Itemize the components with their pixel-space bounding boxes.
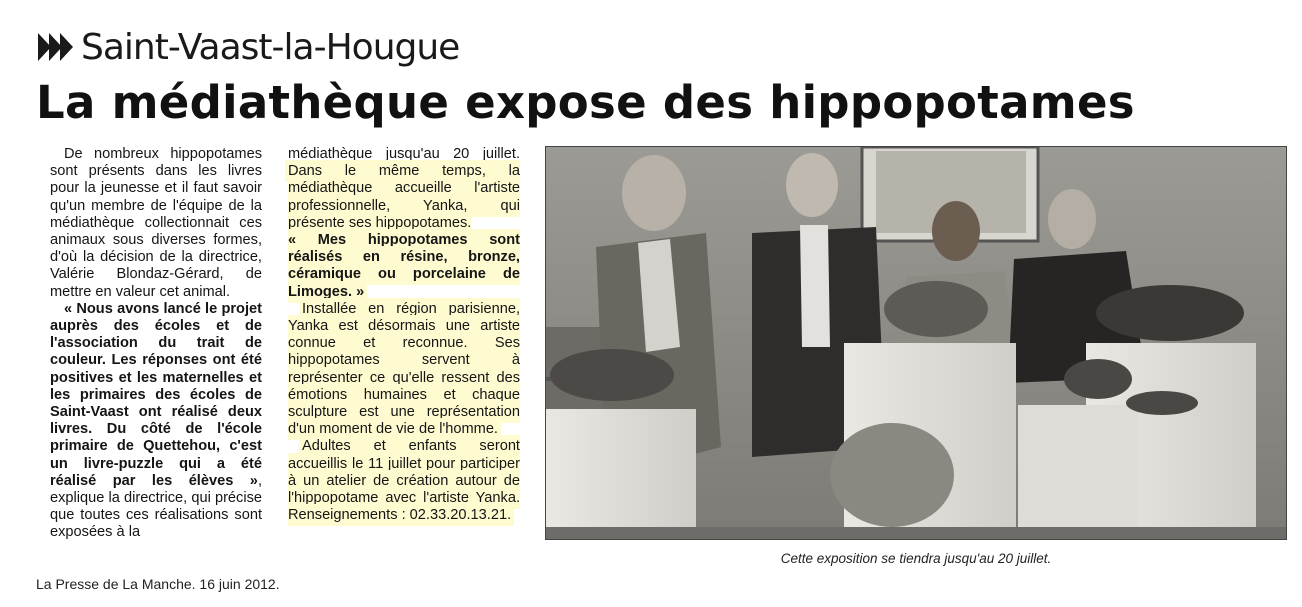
section-kicker <box>38 22 459 72</box>
article-column-2 <box>288 146 520 524</box>
paragraph-artist <box>288 146 520 301</box>
artist-intro: Dans le même temps, la médiathèque accueille l'artiste professionnelle, Yanka, qui présente ses hippopotames. <box>288 163 520 231</box>
director-quote-attribution: , explique la directrice, qui précise que toutes ces réalisations sont exposées à la <box>50 472 262 541</box>
photo-caption: Cette exposition se tiendra jusqu'au 20 juillet. <box>780 551 1052 566</box>
paragraph-workshop <box>288 438 520 524</box>
paragraph-intro: De nombreux hippopotames sont présents dans les livres pour la jeunesse et il faut savoir qu'un membre de l'équipe de la médiathèque collectionnait ces animaux sous diverses formes, d'où la décision de la directrice, Valérie Blondaz-Gérard, de mettre en valeur cet animal. <box>50 146 262 300</box>
source-citation: La Presse de La Manche. 16 juin 2012. <box>36 576 280 592</box>
artist-quote: « Mes hippopotames sont réalisés en résine, bronze, céramique ou porcelaine de Limoges. » <box>288 232 520 300</box>
article-column-1 <box>50 146 262 542</box>
highlighted-artist-text <box>288 163 520 299</box>
article-headline: La médiathèque expose des hippopotames <box>36 76 1135 129</box>
chevron-arrows-icon <box>38 33 71 61</box>
director-quote: « Nous avons lancé le projet auprès des écoles et de l'association du trait de couleur. Les réponses ont été positives et les maternelles et les primaires des écoles de Saint-Vaast ont réalisé deux livres. Du côté de l'école primaire de Quettehou, c'est un livre-puzzle qui a été réalisé par les élèves » <box>50 300 262 489</box>
paragraph-director-quote <box>50 301 262 542</box>
workshop-info: Adultes et enfants seront accueillis le 11 juillet pour participer à un atelier de création autour de l'hippopotame avec l'artiste Yanka. Renseignements : 02.33.20.13.21. <box>288 438 520 524</box>
location-title: Saint-Vaast-la-Hougue <box>81 26 460 68</box>
artist-bio: Installée en région parisienne, Yanka est désormais une artiste connue et reconnue. Ses hippopotames servent à représenter ce qu'elle ressent des émotions humaines et chaque sculpture est une représentation d'un moment de vie de l'homme. <box>288 300 520 438</box>
continued-text: médiathèque jusqu'au 20 juillet. <box>288 146 520 162</box>
exhibition-photo <box>545 146 1287 540</box>
paragraph-artist-bio <box>288 301 520 439</box>
